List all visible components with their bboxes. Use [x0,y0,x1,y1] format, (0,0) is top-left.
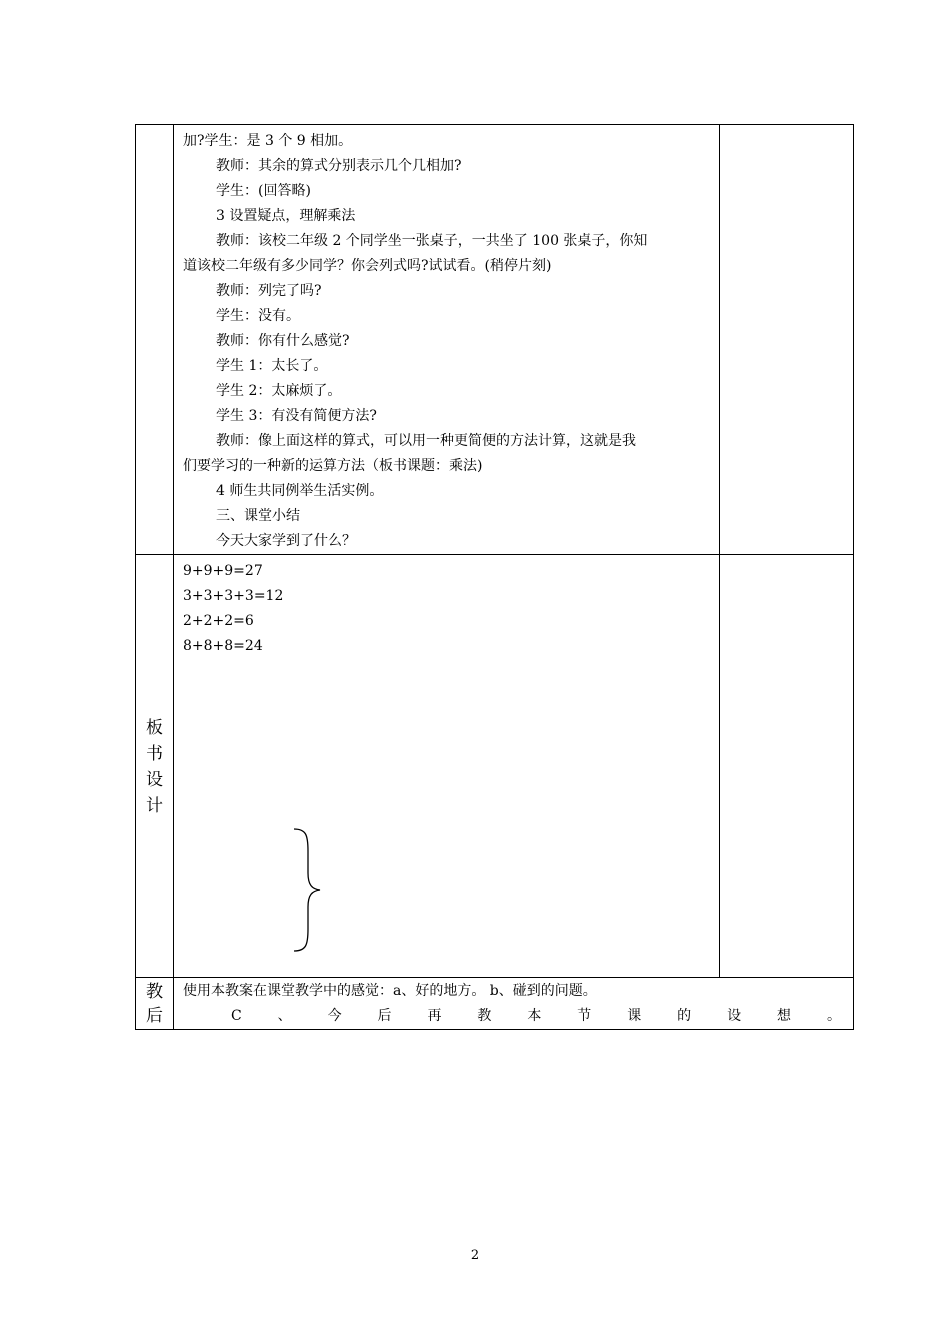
lesson-process-row [136,125,854,555]
lesson-line: 教师：像上面这样的算式，可以用一种更简便的方法计算，这就是我 [216,433,636,449]
lesson-line: 学生 1：太长了。 [216,358,328,374]
board-note-cell [720,555,854,978]
board-equation: 2+2+2=6 [183,613,254,629]
board-label-cell [136,555,174,978]
lesson-line: 教师：列完了吗? [216,283,322,299]
board-design-label [136,715,173,819]
board-label-char: 板 [146,718,163,738]
lesson-line: 4 师生共同例举生活实例。 [216,483,384,499]
lesson-line: 教师：该校二年级 2 个同学坐一张桌子，一共坐了 100 张桌子，你知 [216,233,648,249]
reflection-label-char: 后 [146,1006,163,1026]
board-equation: 8+8+8=24 [183,638,263,654]
reflection-char: 本 [527,1008,542,1024]
board-content-cell [174,555,720,978]
reflection-char: 课 [627,1008,642,1024]
reflection-char: 的 [677,1008,692,1024]
lesson-line: 3 设置疑点，理解乘法 [216,208,356,224]
board-equation: 3+3+3+3=12 [183,588,284,604]
reflection-label-cell [136,978,174,1030]
reflection-char: 今 [327,1008,342,1024]
reflection-row [136,978,854,1030]
reflection-char: 设 [727,1008,742,1024]
lesson-line: 道该校二年级有多少同学？你会列式吗?试试看。(稍停片刻) [183,258,552,274]
lesson-line: 学生：没有。 [216,308,300,324]
reflection-char: 节 [577,1008,592,1024]
board-label-char: 设 [146,770,163,790]
lesson-line: 们要学习的一种新的运算方法（板书课题：乘法) [183,458,483,474]
lesson-line: 教师：其余的算式分别表示几个几相加? [216,158,462,174]
process-content-cell [174,125,720,555]
reflection-line-2 [183,1004,845,1029]
reflection-label-char: 教 [146,982,163,1002]
lesson-plan-table [135,124,854,1030]
reflection-char: 再 [427,1008,442,1024]
reflection-char: 想 [777,1008,792,1024]
reflection-char: C [231,1008,242,1024]
reflection-char: 。 [826,1008,841,1024]
reflection-content-cell [174,978,854,1030]
lesson-line: 三、课堂小结 [216,508,300,524]
lesson-line: 学生 2：太麻烦了。 [216,383,342,399]
board-equations [174,555,719,659]
reflection-char: 后 [377,1008,392,1024]
lesson-line: 今天大家学到了什么？ [216,533,356,549]
board-design-row [136,555,854,978]
lesson-line: 学生 3：有没有简便方法? [216,408,377,424]
lesson-line: 教师：你有什么感觉? [216,333,350,349]
page-number: 2 [470,1248,480,1263]
lesson-line: 学生：(回答略) [216,183,311,199]
lesson-line: 加?学生：是 3 个 9 相加。 [183,133,353,149]
board-label-char: 计 [146,796,163,816]
board-label-char: 书 [146,744,163,764]
reflection-char: 、 [277,1008,292,1024]
board-equation: 9+9+9=27 [183,563,263,579]
reflection-line-1: 使用本教案在课堂教学中的感觉：a、好的地方。 b、碰到的问题。 [183,983,597,999]
reflection-char: 教 [477,1008,492,1024]
process-note-cell [720,125,854,555]
reflection-label [136,978,173,1028]
right-brace-icon [292,827,322,953]
process-label-cell [136,125,174,555]
lesson-process-text [174,125,719,554]
